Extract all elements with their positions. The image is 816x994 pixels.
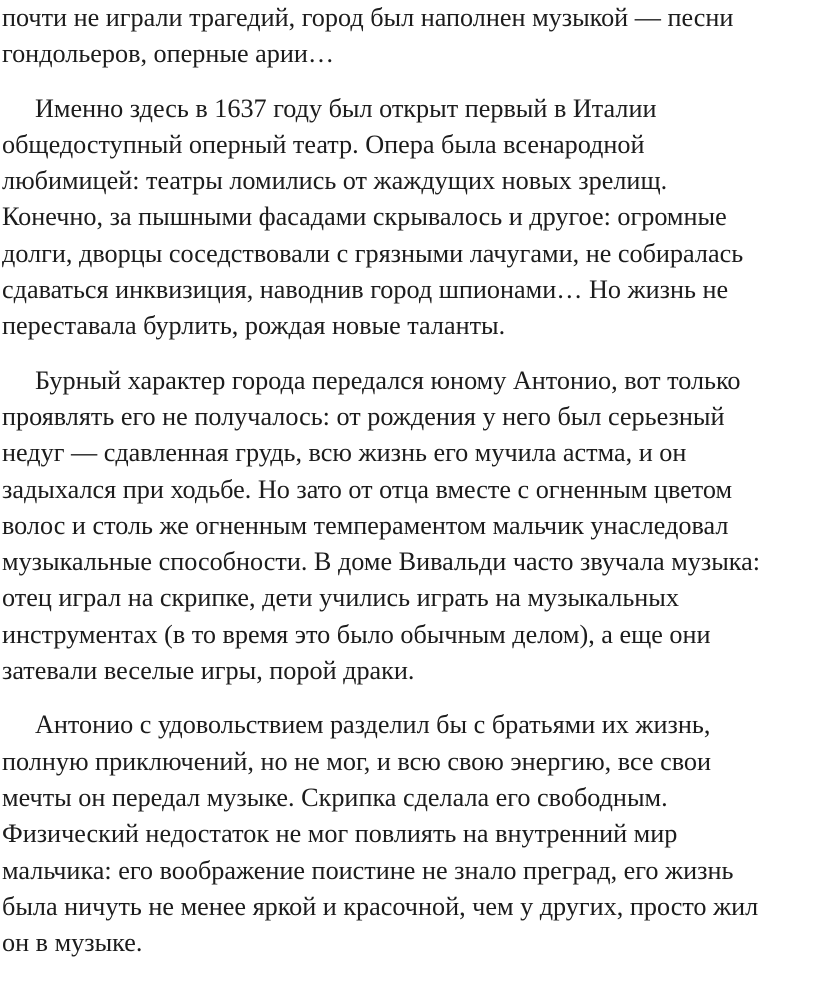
paragraph-4 <box>2 707 816 961</box>
text-line: сдаваться инквизиция, наводнив город шпионами… Но жизнь не <box>2 275 729 305</box>
text-line: инструментах (в то время это было обычным делом), а еще они <box>2 619 711 649</box>
paragraph-1 <box>2 0 816 73</box>
text-line: недуг — сдавленная грудь, всю жизнь его мучила астма, и он <box>2 438 687 468</box>
text-line: переставала бурлить, рождая новые таланты. <box>2 311 506 341</box>
text-line: музыкальные способности. В доме Вивальди часто звучала музыка: <box>2 547 761 577</box>
text-line: была ничуть не менее яркой и красочной, чем у других, просто жил <box>2 891 759 921</box>
text-line: он в музыке. <box>2 928 143 958</box>
text-line: общедоступный оперный театр. Опера была всенародной <box>2 129 645 159</box>
text-line: мальчика: его воображение поистине не знало преград, его жизнь <box>2 855 734 885</box>
text-line: Конечно, за пышными фасадами скрывалось и другое: огромные <box>2 202 727 232</box>
text-line: Физический недостаток не мог повлиять на внутренний мир <box>2 819 678 849</box>
text-line: Именно здесь в 1637 году был открыт первый в Италии <box>35 93 657 123</box>
text-line: полную приключений, но не мог, и всю свою энергию, все свои <box>2 746 711 776</box>
text-line: любимицей: театры ломились от жаждущих новых зрелищ. <box>2 166 668 196</box>
text-line: волос и столь же огненным темпераментом мальчик унаследовал <box>2 510 729 540</box>
paragraph-3 <box>2 363 816 690</box>
text-line: почти не играли трагедий, город был наполнен музыкой — песни <box>2 3 734 32</box>
text-line: Антонио с удовольствием разделил бы с братьями их жизнь, <box>35 710 711 740</box>
text-line: проявлять его не получалось: от рождения у него был серьезный <box>2 401 725 431</box>
text-line: гондольеров, оперные арии… <box>2 39 335 69</box>
text-line: Бурный характер города передался юному Антонио, вот только <box>35 365 741 395</box>
paragraph-2 <box>2 91 816 345</box>
text-line: затевали веселые игры, порой драки. <box>2 656 415 686</box>
text-line: отец играл на скрипке, дети учились играть на музыкальных <box>2 583 679 613</box>
text-line: долги, дворцы соседствовали с грязными лачугами, не собиралась <box>2 238 744 268</box>
text-line: мечты он передал музыке. Скрипка сделала его свободным. <box>2 782 668 812</box>
text-line: задыхался при ходьбе. Но зато от отца вместе с огненным цветом <box>2 474 733 504</box>
